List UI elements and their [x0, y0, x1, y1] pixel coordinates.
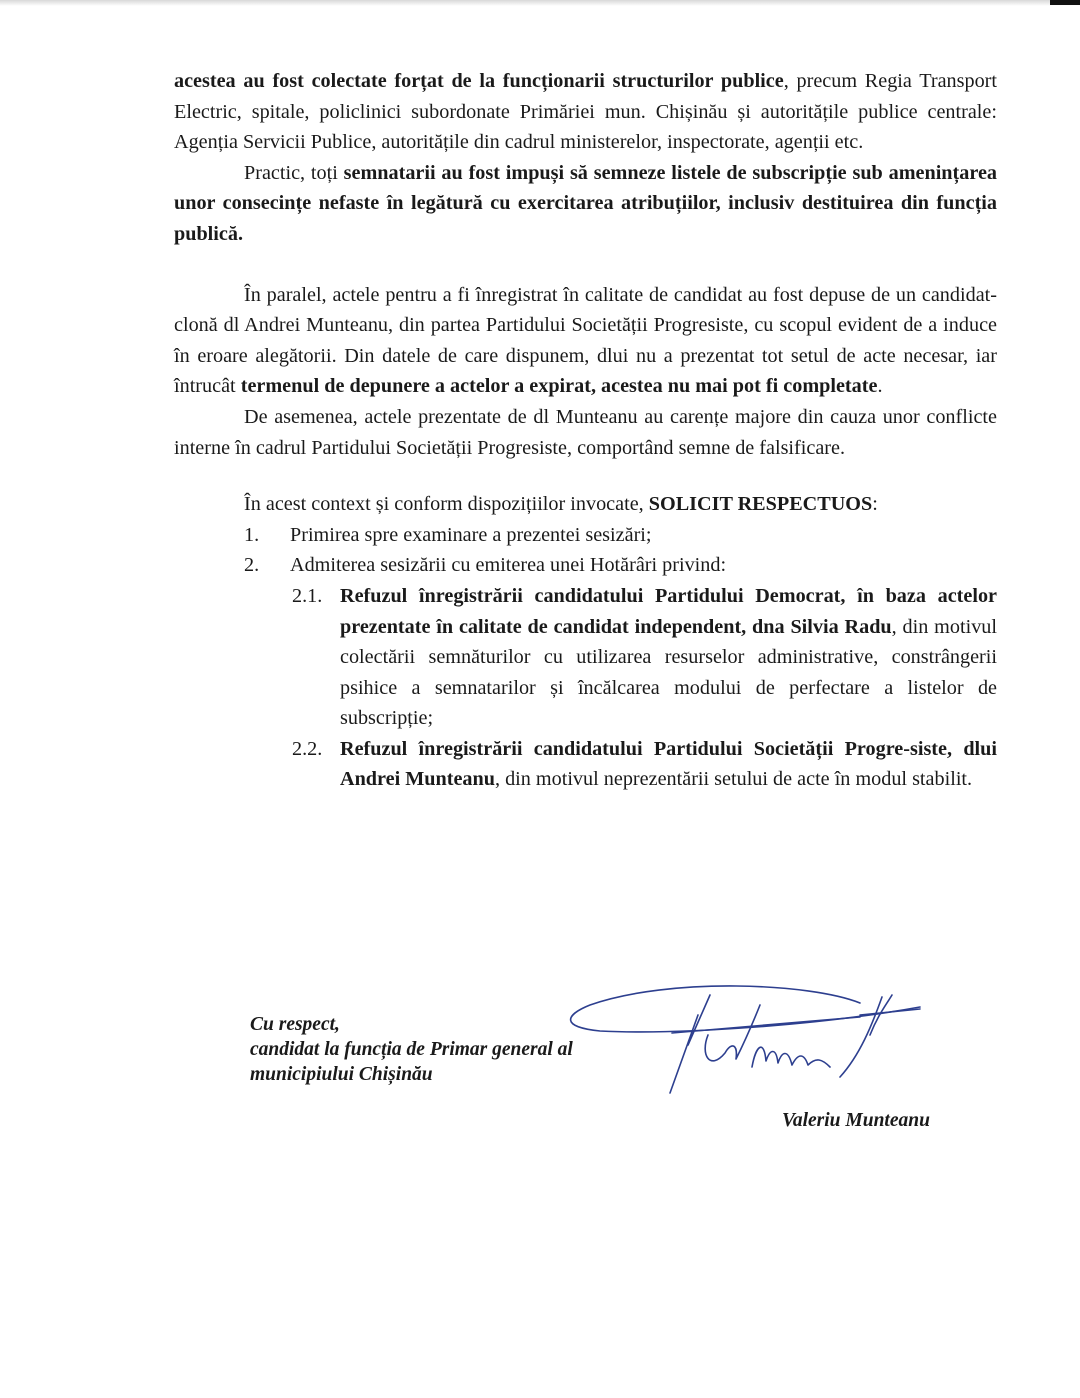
sublist-number: 2.2. [292, 737, 323, 760]
sublist-item [174, 581, 997, 734]
sublist-text: Refuzul înregistrării candidatului Partidului Societății Progre-siste, dlui Andrei Munteanu, din motivul neprezentării setului de acte în modul stabilit. [340, 737, 997, 791]
closing-block [250, 1012, 573, 1087]
sublist-item [174, 734, 997, 795]
list-number: 1. [244, 523, 260, 546]
scan-corner-mark [1050, 0, 1080, 5]
signer-name: Valeriu Munteanu [782, 1110, 930, 1131]
list-item [174, 520, 997, 551]
list-text: Primirea spre examinare a prezentei sesizări; [290, 523, 652, 546]
closing-salutation: Cu respect, [250, 1014, 340, 1035]
closing-title-line: municipiului Chișinău [250, 1064, 433, 1085]
sublist-number: 2.1. [292, 584, 323, 607]
sublist-text: Refuzul înregistrării candidatului Partidului Democrat, în baza actelor prezentate în calitate de candidat independent, dna Silvia Radu, din motivul colectării semnăturilor cu utilizarea resurselor administrative, constrângerii psihice a semnatarilor și încălcarea modului de perfectare a listelor de subscripție; [340, 584, 997, 730]
list-item [174, 550, 997, 581]
handwritten-signature [560, 975, 930, 1100]
paragraph-2: Practic, toți semnatarii au fost impuși să semneze listele de subscripție sub amenințarea unor consecințe nefaste în legătură cu exercitarea atribuțiilor, inclusiv destituirea din funcția publică. [174, 161, 997, 245]
list-text: Admiterea sesizării cu emiterea unei Hotărâri privind: [290, 554, 727, 577]
list-number: 2. [244, 554, 260, 577]
paragraph-4: De asemenea, actele prezentate de dl Munteanu au carențe majore din cauza unor conflicte interne în cadrul Partidului Societății Progresiste, comportând semne de falsificare. [174, 405, 997, 459]
paragraph-3: În paralel, actele pentru a fi înregistrat în calitate de candidat au fost depuse de un candidat-clonă dl Andrei Munteanu, din partea Partidului Societății Progresiste, cu scopul evident de a induce în eroare alegătorii. Din datele de care dispunem, dlui nu a prezentat tot setul de acte necesar, iar întrucât termenul de depunere a actelor a expirat, acestea nu mai pot fi completate. [174, 283, 997, 398]
paragraph-1: acestea au fost colectate forțat de la funcționarii structurilor publice, precum Regia Transport Electric, spitale, policlinici subordonate Primăriei mun. Chișinău și autoritățile publice centrale: Agenția Servicii Publice, autoritățile din cadrul ministerelor, inspectorate, agenții etc. [174, 70, 998, 154]
request-intro: În acest context și conform dispozițiilor invocate, SOLICIT RESPECTUOS: [244, 493, 878, 516]
closing-title-line: candidat la funcția de Primar general al [250, 1039, 573, 1060]
letter-body [174, 66, 997, 795]
scan-edge [0, 0, 1080, 6]
